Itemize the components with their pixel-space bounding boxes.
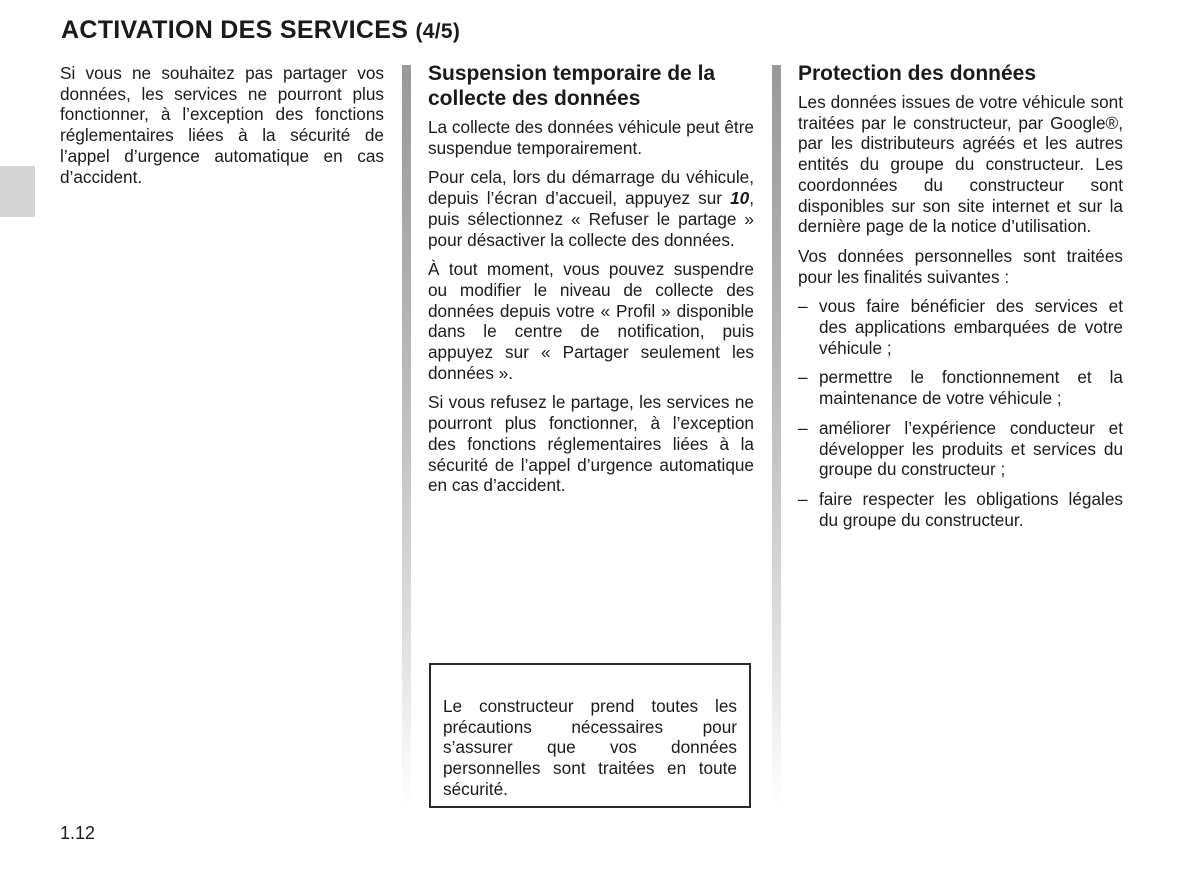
suspension-paragraph-1: La collecte des données véhicule peut être suspendue temporairement. [428, 117, 754, 158]
list-item [798, 489, 1123, 530]
protection-section [798, 61, 1123, 539]
security-notice-text: Le constructeur prend toutes les précautions nécessaires pour s’assurer que vos données personnelles sont traitées en toute sécurité. [443, 696, 737, 799]
dash-bullet-icon: – [798, 367, 808, 388]
dash-bullet-icon: – [798, 488, 808, 509]
suspension-p2-text-after: , puis sélectionnez « Refuser le partage » pour désactiver la collecte des données. [428, 188, 754, 250]
list-item-text: vous faire bénéficier des services et des applications embarquées de votre véhicule ; [819, 296, 1123, 358]
protection-title: Protection des données [798, 62, 1037, 85]
column-divider-bar [402, 65, 411, 807]
list-item [798, 367, 1123, 408]
intro-paragraph: Si vous ne souhaitez pas partager vos données, les services ne pourront plus fonctionner, à l’exception des fonctions réglementaires liées à la sécurité de l’appel d’urgence automatique en cas d’accident. [60, 63, 384, 187]
suspension-paragraph-3: À tout moment, vous pouvez suspendre ou modifier le niveau de collecte des données depuis votre « Profil » disponible dans le centre de notification, puis appuyez sur « Partager seulement les données ». [428, 259, 754, 383]
page-number: 1.12 [60, 823, 96, 843]
dash-bullet-icon: – [798, 296, 808, 317]
chapter-tab-marker [0, 166, 35, 217]
suspension-section [428, 61, 754, 505]
suspension-p2-text-before: Pour cela, lors du démarrage du véhicule, depuis l’écran d’accueil, appuyez sur [428, 167, 754, 209]
page-title [61, 16, 460, 45]
list-item-text: faire respecter les obligations légales du groupe du constructeur. [819, 488, 1123, 530]
protection-paragraph-1: Les données issues de votre véhicule sont traitées par le constructeur, par Google®, par les distributeurs agréés et les autres entités du groupe du constructeur. Les coordonnées du constructeur sont disponibles sur son site internet et sur la dernière page de la notice d’utilisation. [798, 92, 1123, 237]
intro-column [60, 63, 384, 196]
security-notice-box [429, 663, 751, 808]
dash-bullet-icon: – [798, 417, 808, 438]
control-reference-number: 10 [730, 188, 750, 209]
protection-paragraph-2: Vos données personnelles sont traitées pour les finalités suivantes : [798, 245, 1123, 287]
page-title-suffix: (4/5) [415, 20, 461, 43]
suspension-title: Suspension temporaire de la collecte des données [428, 62, 716, 110]
list-item-text: permettre le fonctionnement et la maintenance de votre véhicule ; [819, 367, 1123, 409]
purposes-list [798, 296, 1123, 530]
list-item-text: améliorer l’expérience conducteur et développer les produits et services du groupe du constructeur ; [819, 417, 1123, 480]
list-item [798, 418, 1123, 480]
column-divider-bar [772, 65, 781, 807]
list-item [798, 296, 1123, 358]
suspension-paragraph-2 [428, 167, 754, 250]
suspension-paragraph-4: Si vous refusez le partage, les services ne pourront plus fonctionner, à l’exception des fonctions réglementaires liées à la sécurité de l’appel d’urgence automatique en cas d’accident. [428, 392, 754, 496]
page-title-text: ACTIVATION DES SERVICES [61, 16, 409, 44]
